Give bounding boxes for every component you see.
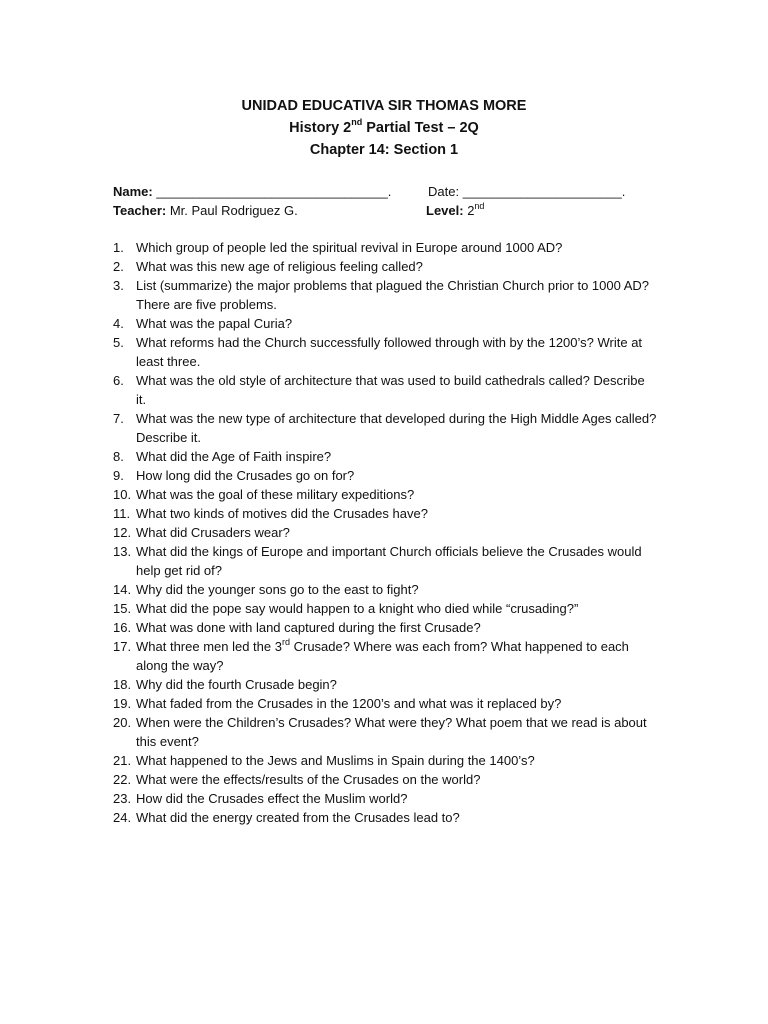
question-number: 21. (113, 753, 132, 768)
question-text-part: What three men led the 3 (136, 639, 282, 654)
question-text: What was the old style of architecture that was used to build cathedrals called? Describe it. (136, 373, 645, 407)
question-item (113, 599, 658, 618)
teacher-label: Teacher: (113, 203, 167, 218)
question-item (113, 580, 658, 599)
question-text: Why did the younger sons go to the east to fight? (136, 582, 419, 597)
question-number: 10. (113, 487, 132, 502)
question-item (113, 409, 658, 447)
question-number: 22. (113, 772, 132, 787)
date-field[interactable] (428, 182, 625, 201)
question-item (113, 713, 658, 751)
question-number: 17. (113, 639, 132, 654)
question-item (113, 466, 658, 485)
question-number: 12. (113, 525, 132, 540)
question-item (113, 542, 658, 580)
question-item (113, 447, 658, 466)
question-number: 11. (113, 506, 131, 521)
question-item (113, 789, 658, 808)
question-item (113, 675, 658, 694)
question-item (113, 314, 658, 333)
question-item (113, 333, 658, 371)
question-text: What did the kings of Europe and important Church officials believe the Crusades would help get rid of? (136, 544, 642, 578)
question-text: What was done with land captured during the first Crusade? (136, 620, 481, 635)
question-text (136, 637, 658, 675)
question-text: How long did the Crusades go on for? (136, 468, 355, 483)
teacher-value: Mr. Paul Rodriguez G. (166, 203, 298, 218)
question-item (113, 808, 658, 827)
date-label: Date: (428, 184, 460, 199)
question-text: What happened to the Jews and Muslims in Spain during the 1400’s? (136, 753, 535, 768)
question-text: What did the pope say would happen to a knight who died while “crusading?” (136, 601, 579, 616)
question-text-superscript: rd (281, 636, 290, 647)
document-header (0, 95, 768, 161)
question-number: 1. (113, 240, 124, 255)
question-text: What faded from the Crusades in the 1200’s and what was it replaced by? (136, 696, 562, 711)
question-text: What did the Age of Faith inspire? (136, 449, 332, 464)
question-number: 19. (113, 696, 132, 711)
question-text: Which group of people led the spiritual revival in Europe around 1000 AD? (136, 240, 563, 255)
question-list (113, 238, 658, 827)
test-title (0, 117, 768, 139)
question-item (113, 770, 658, 789)
question-number: 3. (113, 278, 124, 293)
question-item (113, 751, 658, 770)
question-text: When were the Children’s Crusades? What were they? What poem that we read is about this event? (136, 715, 647, 749)
teacher-info (113, 201, 298, 220)
question-number: 15. (113, 601, 132, 616)
question-item (113, 276, 658, 314)
name-label: Name: (113, 184, 153, 199)
question-number: 14. (113, 582, 132, 597)
question-item (113, 637, 658, 675)
test-title-rest: Partial Test – 2Q (362, 120, 479, 136)
question-number: 18. (113, 677, 132, 692)
level-info (426, 201, 484, 220)
question-item (113, 257, 658, 276)
question-item (113, 694, 658, 713)
question-number: 7. (113, 411, 124, 426)
question-text: How did the Crusades effect the Muslim world? (136, 791, 408, 806)
question-text: What was the goal of these military expeditions? (136, 487, 415, 502)
question-number: 8. (113, 449, 124, 464)
question-text: What did the energy created from the Crusades lead to? (136, 810, 460, 825)
question-text: Why did the fourth Crusade begin? (136, 677, 337, 692)
question-item (113, 485, 658, 504)
school-name: UNIDAD EDUCATIVA SIR THOMAS MORE (241, 98, 527, 114)
question-text: What was the papal Curia? (136, 316, 293, 331)
question-text: What was this new age of religious feeling called? (136, 259, 423, 274)
question-text-part: Crusade? Where was each from? What happened to each along the way? (136, 639, 629, 673)
question-item (113, 504, 658, 523)
level-label: Level: (426, 203, 464, 218)
question-number: 13. (113, 544, 132, 559)
question-text: What two kinds of motives did the Crusades have? (136, 506, 428, 521)
chapter-title: Chapter 14: Section 1 (309, 142, 459, 158)
student-info (113, 182, 673, 220)
question-text: What did Crusaders wear? (136, 525, 290, 540)
level-value: 2 (463, 203, 475, 218)
question-number: 23. (113, 791, 132, 806)
question-text: What was the new type of architecture that developed during the High Middle Ages called? Describe it. (136, 411, 657, 445)
question-item (113, 238, 658, 257)
name-date-row (113, 182, 673, 201)
test-title-main: History 2 (289, 120, 352, 136)
name-blank: ________________________________. (152, 184, 392, 199)
question-text: What reforms had the Church successfully followed through with by the 1200’s? Write at least three. (136, 335, 643, 369)
name-field[interactable] (113, 182, 391, 201)
question-item (113, 523, 658, 542)
question-number: 24. (113, 810, 132, 825)
question-number: 5. (113, 335, 124, 350)
question-number: 9. (113, 468, 124, 483)
test-title-superscript: nd (351, 117, 363, 128)
level-superscript: nd (474, 200, 485, 211)
question-number: 2. (113, 259, 124, 274)
question-item (113, 371, 658, 409)
question-number: 4. (113, 316, 124, 331)
question-number: 20. (113, 715, 132, 730)
question-text: List (summarize) the major problems that plagued the Christian Church prior to 1000 AD? There are five problems. (136, 278, 650, 312)
question-number: 16. (113, 620, 132, 635)
question-text: What were the effects/results of the Crusades on the world? (136, 772, 481, 787)
question-number: 6. (113, 373, 124, 388)
teacher-level-row (113, 201, 673, 220)
date-blank: ______________________. (459, 184, 626, 199)
question-item (113, 618, 658, 637)
